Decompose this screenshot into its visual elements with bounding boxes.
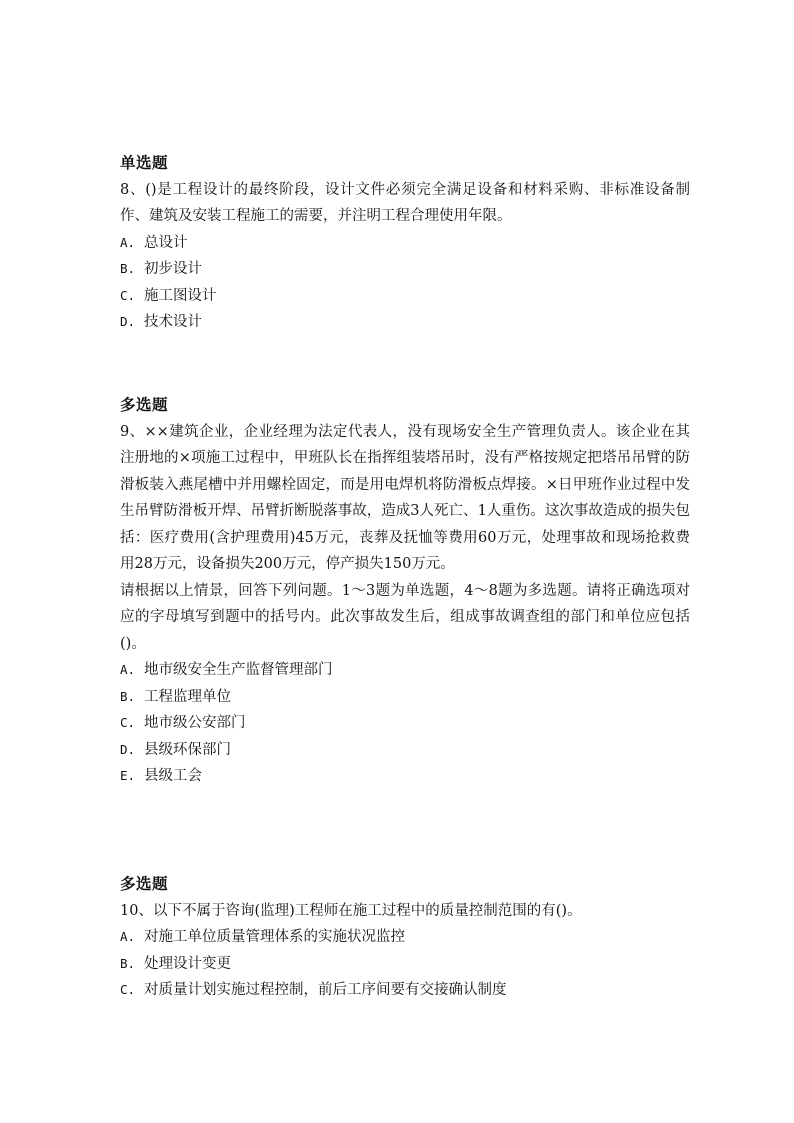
option-d: [120, 309, 690, 336]
option-letter: E.: [120, 768, 136, 783]
option-c: [120, 977, 690, 1004]
option-c: [120, 283, 690, 310]
question-stem: 10、以下不属于咨询(监理)工程师在施工过程中的质量控制范围的有()。: [120, 902, 582, 919]
option-letter: C.: [120, 715, 136, 730]
option-text: 初步设计: [144, 261, 202, 277]
option-text: 工程监理单位: [144, 688, 231, 705]
option-a: [120, 230, 690, 257]
option-letter: A.: [120, 234, 136, 250]
question-10: [120, 871, 690, 1004]
option-text: 处理设计变更: [144, 955, 231, 972]
question-8: [120, 150, 690, 336]
question-9: [120, 392, 690, 790]
option-letter: C.: [120, 982, 136, 997]
option-text: 县级环保部门: [144, 741, 231, 758]
option-text: 地市级安全生产监督管理部门: [144, 662, 333, 678]
option-a: [120, 924, 690, 951]
option-b: [120, 684, 690, 711]
option-letter: A.: [120, 662, 136, 677]
question-type-heading: 多选题: [120, 395, 169, 414]
option-list: [120, 230, 690, 336]
question-stem: 请根据以上情景，回答下列问题。1～3题为单选题，4～8题为多选题。请将正确选项对应的字母填写到题中的括号内。此次事故发生后，组成事故调查组的部门和单位应包括()。: [120, 582, 690, 652]
option-list: [120, 657, 690, 790]
option-text: 对质量计划实施过程控制，前后工序间要有交接确认制度: [144, 982, 507, 998]
option-list: [120, 924, 690, 1004]
option-text: 对施工单位质量管理体系的实施状况监控: [144, 929, 405, 945]
option-text: 技术设计: [144, 314, 202, 330]
option-d: [120, 737, 690, 764]
option-b: [120, 951, 690, 978]
option-letter: C.: [120, 287, 136, 303]
option-text: 县级工会: [144, 768, 202, 784]
option-e: [120, 763, 690, 790]
option-letter: B.: [120, 261, 136, 276]
option-letter: B.: [120, 688, 136, 704]
option-letter: A.: [120, 929, 136, 944]
question-type-heading: 多选题: [120, 874, 169, 893]
option-text: 施工图设计: [144, 287, 217, 304]
option-text: 总设计: [144, 234, 188, 251]
question-scenario: 9、××建筑企业，企业经理为法定代表人，没有现场安全生产管理负责人。该企业在其注册地的×项施工过程中，甲班队长在指挥组装塔吊时，没有严格按规定把塔吊吊臂的防滑板装入燕尾槽中并用螺栓固定，而是用电焊机将防滑板点焊接。×日甲班作业过程中发生吊臂防滑板开焊、吊臂折断脱落事故，造成3人死亡、1人重伤。这次事故造成的损失包括：医疗费用(含护理费用)45万元，丧葬及抚恤等费用60万元，处理事故和现场抢救费用28万元，设备损失200万元，停产损失150万元。: [120, 423, 690, 572]
option-letter: B.: [120, 955, 136, 971]
question-type-heading: 单选题: [120, 153, 169, 172]
option-letter: D.: [120, 314, 136, 329]
option-a: [120, 657, 690, 684]
option-text: 地市级公安部门: [144, 715, 246, 731]
option-c: [120, 710, 690, 737]
option-b: [120, 256, 690, 283]
option-letter: D.: [120, 741, 136, 757]
question-stem: 8、()是工程设计的最终阶段，设计文件必须完全满足设备和材料采购、非标准设备制作、建筑及安装工程施工的需要，并注明工程合理使用年限。: [120, 181, 690, 224]
